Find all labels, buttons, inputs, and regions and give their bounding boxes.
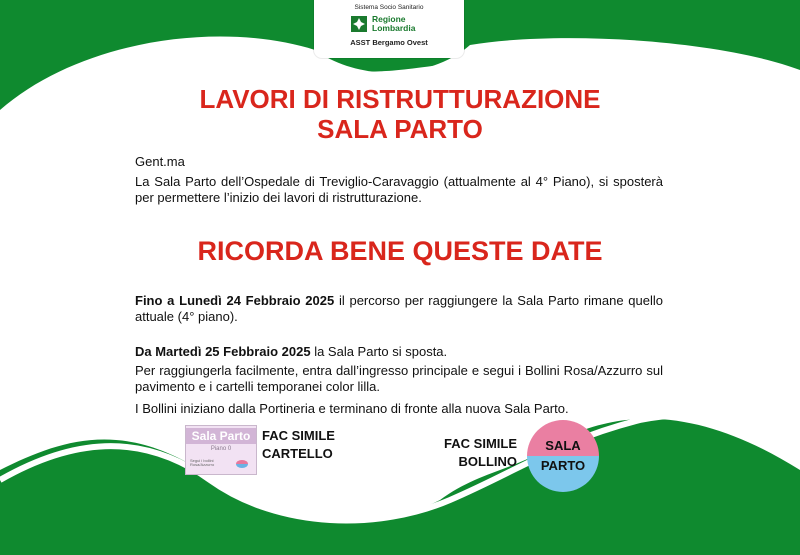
logo-region-line2: Lombardia	[372, 23, 416, 33]
from-date-paragraph	[135, 344, 663, 360]
fac-bollino-line2: BOLLINO	[458, 454, 517, 469]
fac-cartello-line2: CARTELLO	[262, 446, 333, 461]
title-line-2: SALA PARTO	[317, 114, 483, 144]
from-text: la Sala Parto si sposta.	[310, 344, 448, 359]
logo-region-line1: Regione	[372, 14, 406, 24]
card-subtitle: Piano 0	[210, 446, 232, 452]
logo-asst: ASST Bergamo Ovest	[350, 38, 428, 47]
logo-region	[372, 15, 415, 33]
title-line-1: LAVORI DI RISTRUTTURAZIONE	[199, 84, 601, 114]
regione-lombardia-icon	[351, 16, 367, 32]
bollino-text-2: PARTO	[540, 458, 586, 473]
remember-heading: RICORDA BENE QUESTE DATE	[197, 236, 603, 266]
fac-bollino-line1: FAC SIMILE	[444, 436, 517, 451]
fac-simile-cartello-label	[262, 427, 335, 463]
mini-bollino-icon	[236, 460, 248, 468]
fac-cartello-line1: FAC SIMILE	[262, 428, 335, 443]
intro-paragraph: La Sala Parto dell’Ospedale di Treviglio-Caravaggio (attualmente al 4° Piano), si sposterà per permettere l’inizio dei lavori di ristrutturazione.	[135, 174, 663, 205]
from-date: Da Martedì 25 Febbraio 2025	[135, 344, 311, 359]
bollino-text-1: SALA	[545, 438, 581, 453]
until-date-paragraph	[135, 293, 663, 325]
sample-bollino	[527, 420, 599, 492]
card-small-text: Segui i bollini Rosa/Azzurro	[190, 458, 215, 467]
logo	[314, 0, 464, 58]
sample-sign-card	[185, 425, 257, 475]
until-date: Fino a Lunedì 24 Febbraio 2025	[135, 293, 335, 308]
until-text: il percorso per raggiungere la Sala Parto rimane quello attuale (4° piano).	[135, 293, 663, 324]
greeting: Gent.ma	[135, 154, 185, 169]
fac-simile-bollino-label	[437, 435, 517, 471]
card-title: Sala Parto	[186, 428, 256, 444]
bollini-paragraph: I Bollini iniziano dalla Portineria e terminano di fronte alla nuova Sala Parto.	[135, 401, 569, 416]
logo-system-text: Sistema Socio Sanitario	[354, 4, 424, 11]
directions-paragraph: Per raggiungerla facilmente, entra dall’ingresso principale e segui i Bollini Rosa/Azzurro sul pavimento e i cartelli temporanei color lilla.	[135, 363, 663, 394]
